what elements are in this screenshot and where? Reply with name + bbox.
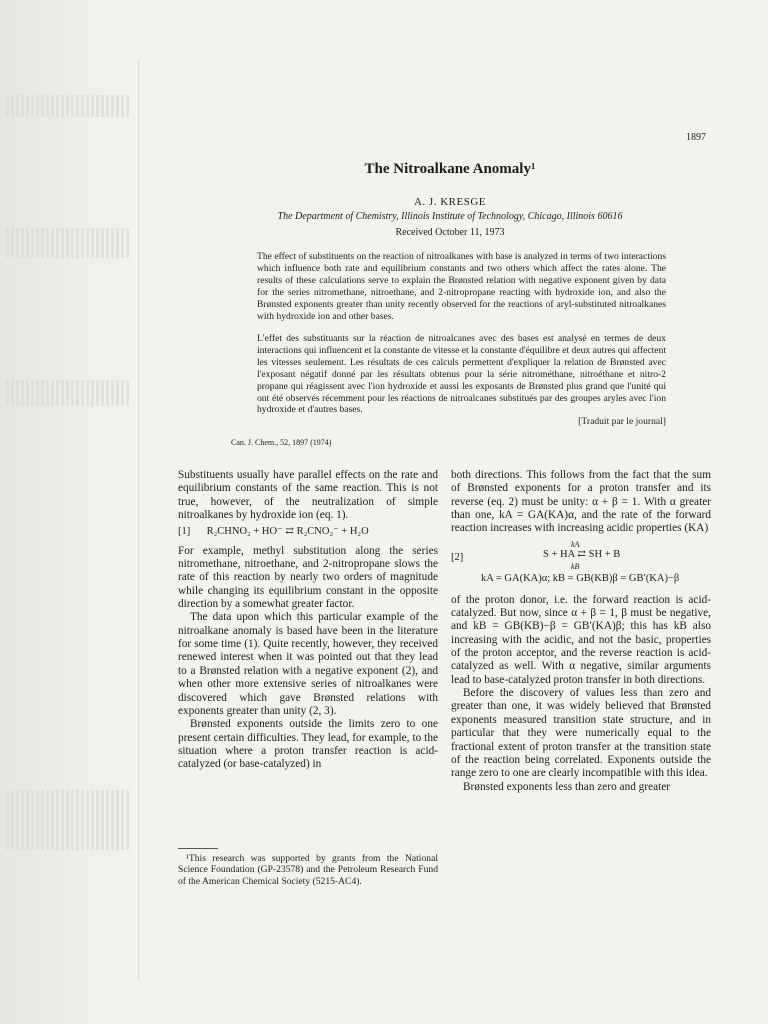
abstract-french: [257, 333, 666, 428]
article-title: The Nitroalkane Anomaly¹: [364, 161, 536, 177]
equation-body: R₂CHNO₂ + HO⁻ ⇄ R₂CNO₂⁻ + H₂O: [206, 526, 369, 538]
translation-credit: [Traduit par le journal]: [578, 416, 666, 428]
equation-number: [1]: [178, 526, 191, 538]
bleed-through-text: [6, 95, 131, 117]
received-date: Received October 11, 1973: [395, 227, 505, 238]
bleed-through-text: [6, 380, 131, 406]
abstract-english: The effect of substituents on the reaction of nitroalkanes with base is analyzed in terms of two interactions which influence both rate and equilibrium constants and two others which affect the rates alone. The results of these calculations serve to explain the Brønsted relation with negative exponent given by data for the series nitromethane, nitroethane, and 2-nitropropane reacting with hydroxide ion, and also the Brønsted exponents greater than unity recently observed for the reactions of aryl-substituted nitroalkanes with hydroxide ion and other bases.: [257, 251, 666, 322]
paragraph: The data upon which this particular example of the nitroalkane anomaly is based have been in the literature for some time (1). Quite recently, however, they received renewed interest when it was pointed out that they lead to a Brønsted relation with a negative exponent (2), and when other more extensive series of nitroalkanes were discovered which gave Brønsted relations with exponents greater than unity (2, 3).: [178, 611, 438, 717]
equation-relations: kA = GA(KA)α; kB = GB(KB)β = GB′(KA)−β: [481, 572, 680, 584]
paragraph: of the proton donor, i.e. the forward reaction is acid-catalyzed. But now, since α + β = 1, β must be negative, and kB = GB(KB)−β = GB′(KA)β; this has kB also increasing with the acidic, and not the basic, properties of the proton acceptor, and the reverse reaction is acid-catalyzed as well. With α negative, similar arguments lead to base-catalyzed proton transfer in both directions.: [451, 593, 711, 686]
abstract-french-text: L'effet des substituants sur la réaction de nitroalcanes avec des bases est analysé en termes de deux interactions qui influencent et la constante de vitesse et la constante d'équilibre et deux autres qui affectent les vitesses seulement. Les résultats de ces calculs permettent d'expliquer la relation de Brønsted avec l'exposant négatif donné par les résultats obtenus pour la série nitrométhane, nitroéthane et nitro-2 propane qui réagissent avec l'ion hydroxide et aussi les exposants de Brønsted plus grand que l'unité qui ont été observés récemment pour les réactions de nitroalcanes substitués par des groupes aryles avec l'ion hydroxide et d'autres bases.: [257, 333, 666, 416]
page-number: 1897: [686, 132, 706, 143]
rate-constant-reverse: kB: [571, 561, 580, 571]
rate-constant-forward: kA: [571, 539, 580, 549]
equation-1: [178, 525, 438, 538]
paragraph: For example, methyl substitution along the series nitromethane, nitroethane, and 2-nitropropane slows the rate of this reaction by nearly two orders of magnitude while changing its equilibrium constant in the opposite direction by a somewhat greater factor.: [178, 544, 438, 611]
equation-reaction: S + HA ⇄ SH + B: [543, 548, 621, 560]
footnote-rule: [178, 848, 218, 849]
paragraph: both directions. This follows from the fact that the sum of Brønsted exponents for a proton transfer and its reverse (eq. 2) must be unity: α + β = 1. With α greater than one, kA = GA(KA)α, and the rate of the forward reaction increases with increasing acidic properties (KA): [451, 469, 711, 535]
equation-2: [451, 538, 711, 590]
paragraph: Substituents usually have parallel effects on the rate and equilibrium constants of the same reaction. This is not true, however, of the neutralization of simple nitroalkanes by hydroxide ion (eq. 1).: [178, 469, 438, 522]
paragraph: Brønsted exponents less than zero and greater: [463, 780, 671, 793]
right-column: [451, 469, 711, 794]
affiliation: The Department of Chemistry, Illinois Institute of Technology, Chicago, Illinois 60616: [277, 211, 623, 222]
equation-number: [2]: [451, 551, 464, 563]
binding-strip: [0, 0, 140, 1024]
bleed-through-text: [6, 790, 131, 850]
left-column: [178, 469, 438, 772]
paragraph: Brønsted exponents outside the limits zero to one present certain difficulties. They lead, for example, to the situation where a proton transfer reaction is acid-catalyzed (or base-catalyzed) in: [178, 718, 438, 771]
journal-citation: Can. J. Chem., 52, 1897 (1974): [231, 438, 332, 447]
footnote: ¹This research was supported by grants from the National Science Foundation (GP-23578) and the Petroleum Research Fund of the American Chemical Society (5215-AC4).: [178, 853, 438, 887]
paragraph: Before the discovery of values less than zero and greater than one, it was widely believed that Brønsted exponents measured transition state structure, and in particular that they were numerically equal to the fractional extent of proton transfer at the transition state of the reaction being correlated. Exponents outside the range zero to one are clearly incompatible with this idea.: [451, 687, 711, 780]
author: A. J. KRESGE: [413, 196, 486, 208]
